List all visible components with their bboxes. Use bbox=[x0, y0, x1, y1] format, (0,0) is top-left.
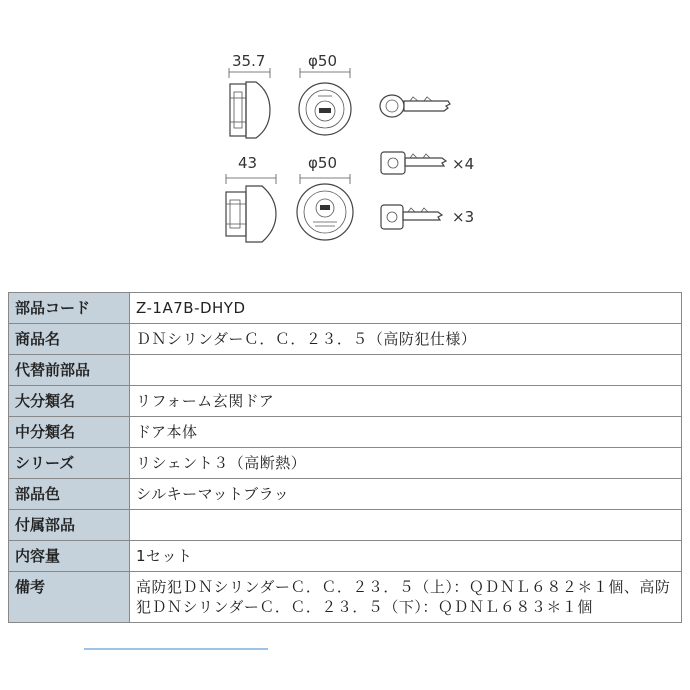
row-value: ドア本体 bbox=[130, 417, 682, 448]
key-set-2-icon bbox=[381, 205, 442, 229]
table-row bbox=[9, 386, 682, 417]
row-value: リフォーム玄関ドア bbox=[130, 386, 682, 417]
table-row bbox=[9, 324, 682, 355]
table-row bbox=[9, 572, 682, 623]
row-label: 代替前部品 bbox=[9, 355, 130, 386]
upper-cylinder-front-view bbox=[299, 52, 351, 135]
row-label: 大分類名 bbox=[9, 386, 130, 417]
product-drawing bbox=[0, 0, 690, 270]
spec-table bbox=[8, 292, 682, 623]
decorative-underline bbox=[84, 648, 268, 650]
table-row bbox=[9, 293, 682, 324]
row-label: 付属部品 bbox=[9, 510, 130, 541]
row-label: 部品コード bbox=[9, 293, 130, 324]
key-set-1-quantity: ×4 bbox=[452, 155, 475, 173]
lower-diameter-label: φ50 bbox=[308, 154, 337, 172]
row-value: ＤＮシリンダーＣ．Ｃ．２３．５（高防犯仕様） bbox=[130, 324, 682, 355]
row-label: 内容量 bbox=[9, 541, 130, 572]
table-row bbox=[9, 355, 682, 386]
table-row bbox=[9, 448, 682, 479]
lower-width-label: 43 bbox=[238, 154, 258, 172]
row-value: Z-1A7B-DHYD bbox=[130, 293, 682, 324]
upper-width-label: 35.7 bbox=[232, 52, 266, 70]
lower-cylinder-side-view bbox=[226, 154, 276, 242]
row-label: 備考 bbox=[9, 572, 130, 623]
row-label: 商品名 bbox=[9, 324, 130, 355]
upper-diameter-label: φ50 bbox=[308, 52, 337, 70]
table-row bbox=[9, 510, 682, 541]
row-value: シルキーマットブラッ bbox=[130, 479, 682, 510]
key-set-1-icon bbox=[381, 152, 446, 174]
row-value: 1セット bbox=[130, 541, 682, 572]
key-icon bbox=[380, 95, 450, 117]
table-row bbox=[9, 479, 682, 510]
row-value bbox=[130, 510, 682, 541]
key-set-2-quantity: ×3 bbox=[452, 208, 475, 226]
upper-cylinder-side-view bbox=[229, 52, 270, 138]
row-label: 部品色 bbox=[9, 479, 130, 510]
row-value: 高防犯ＤＮシリンダーＣ．Ｃ．２３．５（上）：ＱＤＮＬ６８２＊１個、高防犯ＤＮシリンダーＣ．Ｃ．２３．５（下）：ＱＤＮＬ６８３＊１個 bbox=[130, 572, 682, 623]
row-label: シリーズ bbox=[9, 448, 130, 479]
row-value: リシェント３（高断熱） bbox=[130, 448, 682, 479]
row-label: 中分類名 bbox=[9, 417, 130, 448]
table-row bbox=[9, 541, 682, 572]
row-value bbox=[130, 355, 682, 386]
table-row bbox=[9, 417, 682, 448]
lower-cylinder-front-view bbox=[297, 154, 353, 240]
